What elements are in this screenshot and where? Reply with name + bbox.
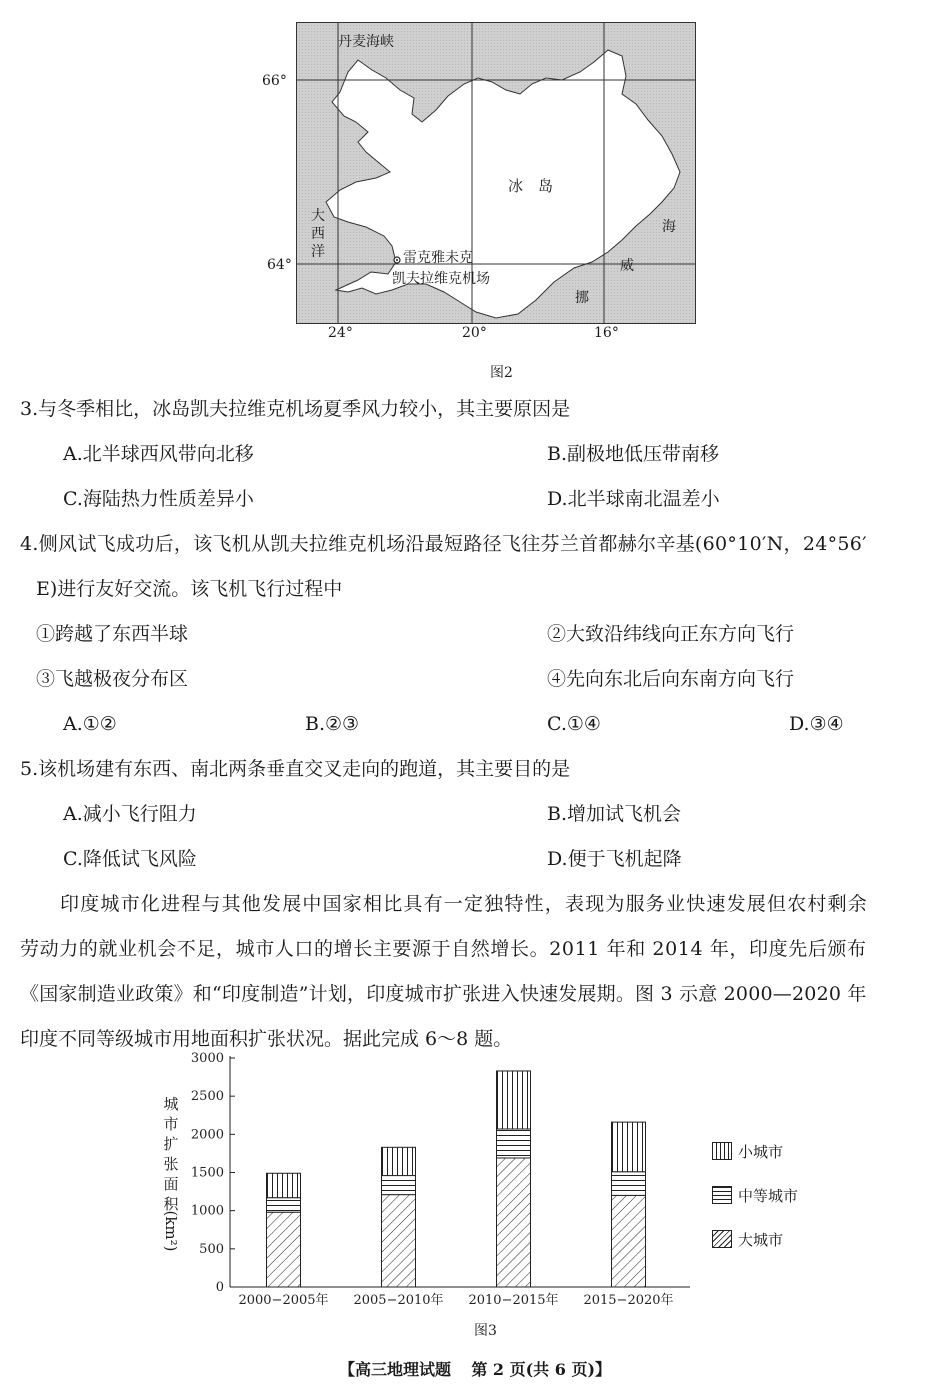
y-tick-label: 3000: [190, 1051, 224, 1066]
bar-segment-medium-city: [267, 1198, 301, 1213]
legend-label-large: 大城市: [738, 1231, 784, 1249]
bar-segment-medium-city: [612, 1172, 646, 1196]
iceland-map: [296, 22, 696, 324]
bar-segment-small-city: [382, 1147, 416, 1175]
passage-line-2: 劳动力的就业机会不足，城市人口的增长主要源于自然增长。2011 年和 2014 年，印度先后颁布: [20, 938, 867, 960]
y-axis-label-char: 城: [163, 1095, 179, 1113]
q5-option-b: B.增加试飞机会: [547, 803, 682, 825]
q3-option-a: A.北半球西风带向北移: [63, 443, 254, 465]
q4-option-d: D.③④: [789, 713, 844, 735]
figure2-caption: 图2: [490, 365, 513, 381]
legend-swatch-medium: [712, 1186, 732, 1204]
y-axis-label-char: 面: [163, 1175, 179, 1193]
y-tick-label: 2000: [190, 1127, 224, 1143]
lon-label-24: 24°: [328, 325, 353, 341]
passage-line-1: 印度城市化进程与其他发展中国家相比具有一定独特性，表现为服务业快速发展但农村剩余: [60, 893, 869, 915]
q4-stem-line2: E)进行友好交流。该飞机飞行过程中: [36, 578, 343, 600]
legend-swatch-small: [712, 1142, 732, 1160]
iceland-label: 冰 岛: [508, 177, 554, 195]
q4-option-c: C.①④: [547, 713, 601, 735]
atlantic-label-3: 洋: [311, 244, 325, 260]
legend-label-small: 小城市: [738, 1143, 784, 1161]
bar-segment-small-city: [267, 1173, 301, 1197]
airport-label: 凯夫拉维克机场: [392, 271, 490, 287]
q5-option-a: A.减小飞行阻力: [63, 803, 197, 825]
lat-label-64: 64°: [267, 257, 292, 273]
bar-segment-large-city: [382, 1195, 416, 1287]
y-axis-label-char: 扩: [163, 1135, 179, 1153]
y-tick-label: 1000: [190, 1203, 224, 1219]
legend-label-medium: 中等城市: [738, 1187, 799, 1205]
q4-statement-3: ③飞越极夜分布区: [36, 668, 189, 690]
q5-option-c: C.降低试飞风险: [63, 848, 197, 870]
y-axis-label-char: 张: [163, 1155, 179, 1173]
passage-line-4: 印度不同等级城市用地面积扩张状况。据此完成 6～8 题。: [20, 1028, 513, 1050]
bar-segment-medium-city: [382, 1176, 416, 1195]
q5-stem: 5.该机场建有东西、南北两条垂直交叉走向的跑道，其主要目的是: [20, 758, 571, 780]
denmark-strait-label: 丹麦海峡: [338, 34, 394, 50]
legend-swatch-large: [712, 1230, 732, 1248]
norwegian-sea-label-2: 威: [620, 258, 634, 274]
footer-page: 第 2 页(共 6 页)】: [471, 1360, 612, 1379]
reykjavik-label: 雷克雅未克: [403, 250, 473, 266]
q3-option-b: B.副极地低压带南移: [547, 443, 720, 465]
y-axis-label: [160, 1094, 182, 1214]
q3-stem: 3.与冬季相比，冰岛凯夫拉维克机场夏季风力较小，其主要原因是: [20, 398, 571, 420]
bar-segment-small-city: [497, 1071, 531, 1129]
y-tick-label: 2500: [190, 1089, 224, 1105]
y-tick-label: 0: [215, 1280, 224, 1295]
q3-option-c: C.海陆热力性质差异小: [63, 488, 254, 510]
x-tick-label: 2000−2005年: [238, 1293, 329, 1308]
lon-label-16: 16°: [594, 325, 619, 341]
q4-statement-2: ②大致沿纬线向正东方向飞行: [547, 623, 795, 645]
bar-segment-large-city: [497, 1158, 531, 1287]
urban-expansion-chart: [150, 1048, 800, 1348]
x-tick-label: 2015−2020年: [583, 1293, 674, 1308]
atlantic-label-1: 大: [311, 208, 325, 224]
lat-label-66: 66°: [262, 73, 287, 89]
q4-statement-4: ④先向东北后向东南方向飞行: [547, 668, 795, 690]
bar-segment-small-city: [612, 1122, 646, 1172]
norwegian-sea-label-1: 海: [662, 219, 676, 235]
figure3-caption: 图3: [474, 1323, 497, 1339]
bar-segment-medium-city: [497, 1129, 531, 1158]
norwegian-sea-label-3: 挪: [575, 290, 589, 306]
q4-option-b: B.②③: [305, 713, 360, 735]
page-footer: [0, 1357, 950, 1380]
q5-option-d: D.便于飞机起降: [547, 848, 682, 870]
footer-title: 【高三地理试题: [338, 1360, 451, 1379]
bar-segment-large-city: [267, 1212, 301, 1287]
q4-stem-line1: 4.侧风试飞成功后，该飞机从凯夫拉维克机场沿最短路径飞往芬兰首都赫尔辛基(60°10′N，24°56′: [20, 533, 867, 555]
y-tick-label: 500: [199, 1241, 224, 1257]
y-axis-label-char: 积: [163, 1195, 179, 1213]
q4-statement-1: ①跨越了东西半球: [36, 623, 189, 645]
x-tick-label: 2010−2015年: [468, 1293, 559, 1308]
q3-option-d: D.北半球南北温差小: [547, 488, 720, 510]
q4-option-a: A.①②: [63, 713, 117, 735]
footer-spacer: [456, 1360, 466, 1379]
bar-segment-large-city: [612, 1195, 646, 1287]
y-axis-unit: (km²): [162, 1210, 180, 1252]
lon-label-20: 20°: [462, 325, 487, 341]
x-tick-label: 2005−2010年: [353, 1293, 444, 1308]
y-axis-label-char: 市: [163, 1115, 179, 1133]
y-tick-label: 1500: [190, 1165, 224, 1181]
passage-line-3: 《国家制造业政策》和“印度制造”计划，印度城市扩张进入快速发展期。图 3 示意 2000—2020 年: [20, 983, 867, 1005]
atlantic-label-2: 西: [311, 226, 325, 242]
